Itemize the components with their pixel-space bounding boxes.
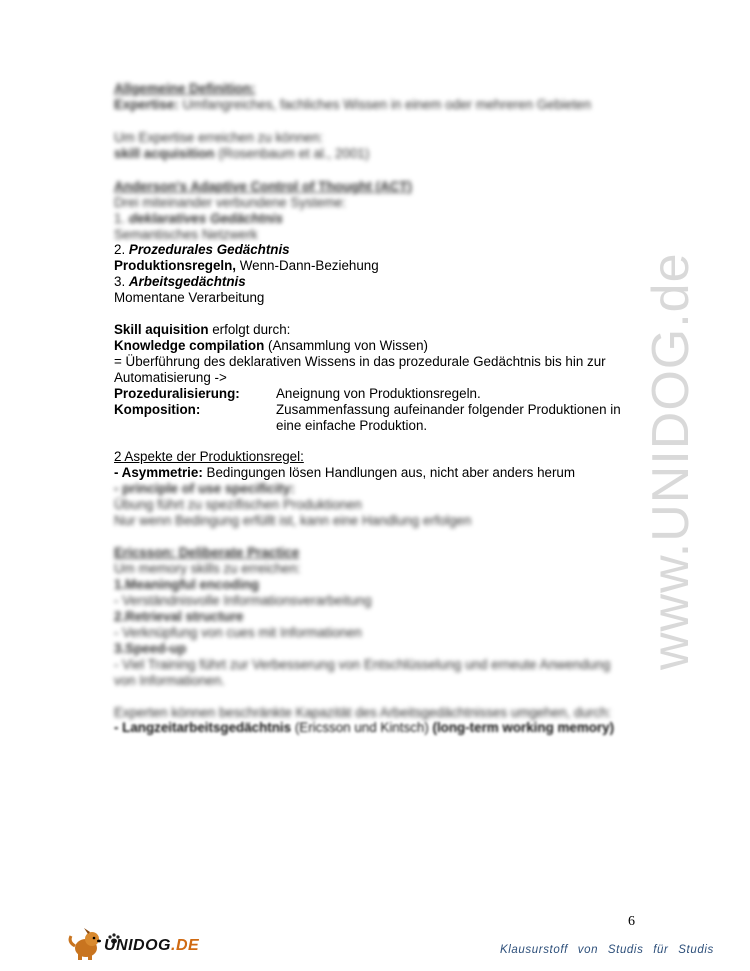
- label-long-term-working-memory: - Langzeitarbeitsgedächtnis: [114, 720, 292, 735]
- text-line: [114, 258, 379, 274]
- label-expertise: Expertise:: [114, 97, 179, 112]
- watermark-text: [640, 250, 700, 680]
- text-line: Übung führt zu spezifischen Produktionen: [114, 497, 362, 512]
- footer-tagline: [500, 944, 720, 956]
- text-line: [114, 274, 246, 290]
- heading-general-definition: Allgemeine Definition:: [114, 81, 256, 96]
- heading-production-rule-aspects: 2 Aspekte der Produktionsregel:: [114, 449, 304, 464]
- page-number: 6: [628, 914, 635, 929]
- text-line: Um memory skills zu erreichen:: [114, 561, 301, 576]
- text-line: = Überführung des deklarativen Wissens in das prozedurale Gedächtnis bis hin zur: [114, 354, 606, 369]
- text-line: [114, 720, 614, 736]
- text-line: - Viel Training führt zur Verbesserung von Entschlüsselung und erneute Anwendung: [114, 657, 611, 672]
- footer-word: von: [577, 944, 599, 956]
- text-segment: Bedingungen lösen Handlungen aus, nicht aber anders herum: [202, 465, 576, 480]
- footer-word: Klausurstoff: [500, 944, 568, 956]
- text-line: [114, 97, 591, 113]
- definition-text: Aneignung von Produktionsregeln.: [276, 386, 481, 401]
- logo-suffix: .DE: [171, 937, 200, 954]
- label-composition: Komposition:: [114, 402, 201, 417]
- label-skill-aquisition: Skill aquisition: [114, 322, 209, 337]
- text-line: - Verknüpfung von cues mit Informationen: [114, 625, 362, 640]
- footer-word: Studis: [678, 944, 714, 956]
- text-line: Semantisches Netzwerk: [114, 227, 258, 242]
- footer-word: Studis: [607, 944, 644, 956]
- text-line: [114, 465, 575, 481]
- heading-act: Anderson's Adaptive Control of Thought (ACT): [114, 179, 412, 194]
- definition-text: Zusammenfassung aufeinander folgender Produktionen in: [276, 402, 621, 417]
- heading-deliberate-practice: Ericsson: Deliberate Practice: [114, 545, 300, 560]
- list-item: 2.Retrieval structure: [114, 609, 244, 624]
- label-asymmetry: - Asymmetrie:: [114, 465, 203, 480]
- definition-row: [114, 402, 621, 418]
- label-declarative-memory: deklaratives Gedächtnis: [128, 211, 283, 226]
- text-line: Drei miteinander verbundene Systeme:: [114, 195, 347, 210]
- watermark-label: www.UNIDOG.de: [642, 252, 700, 670]
- text-line: [114, 322, 290, 338]
- text-segment: erfolgt durch:: [208, 322, 291, 337]
- text-line: Um Expertise erreichen zu können:: [114, 130, 324, 145]
- label-knowledge-compilation: Knowledge compilation: [114, 338, 265, 353]
- text-segment: (Ericsson und Kintsch): [291, 720, 433, 735]
- logo-text: [104, 937, 199, 955]
- label-skill-acquisition: skill acquisition: [114, 146, 215, 161]
- text-line: [114, 242, 290, 258]
- logo-prefix: UNIDOG: [104, 937, 171, 954]
- text-line: von Informationen.: [114, 673, 225, 688]
- text-segment: Umfangreiches, fachliches Wissen in einem oder mehreren Gebieten: [178, 97, 592, 112]
- text-line: Automatisierung ->: [114, 370, 227, 385]
- label-ltwm: (long-term working memory): [432, 720, 615, 735]
- text-segment: Wenn-Dann-Beziehung: [236, 258, 379, 273]
- text-line: [114, 211, 283, 227]
- footer-word: für: [653, 944, 669, 956]
- list-item: 1.Meaningful encoding: [114, 577, 260, 592]
- text-line: Momentane Verarbeitung: [114, 290, 265, 305]
- text-line: eine einfache Produktion.: [276, 418, 428, 433]
- label-use-specificity: - principle of use specificity:: [114, 481, 295, 496]
- text-line: [114, 146, 369, 162]
- definition-row: [114, 386, 481, 402]
- text-segment: (Rosenbaum et al., 2001): [214, 146, 370, 161]
- text-segment: 3.: [114, 274, 129, 289]
- text-line: - Verständnisvolle Informationsverarbeitung: [114, 593, 372, 608]
- label-procedural-memory: Prozedurales Gedächtnis: [128, 242, 290, 257]
- text-line: [114, 338, 428, 354]
- text-segment: (Ansammlung von Wissen): [264, 338, 428, 353]
- text-segment: 2.: [114, 242, 129, 257]
- text-segment: 1.: [114, 211, 129, 226]
- text-line: Experten können beschränkte Kapazität des Arbeitsgedächtnisses umgehen, durch:: [114, 705, 612, 720]
- label-production-rules: Produktionsregeln,: [114, 258, 237, 273]
- label-working-memory: Arbeitsgedächtnis: [128, 274, 246, 289]
- list-item: 3.Speed-up: [114, 641, 187, 656]
- label-proceduralization: Prozeduralisierung:: [114, 386, 240, 401]
- text-line: Nur wenn Bedingung erfüllt ist, kann eine Handlung erfolgen: [114, 513, 472, 528]
